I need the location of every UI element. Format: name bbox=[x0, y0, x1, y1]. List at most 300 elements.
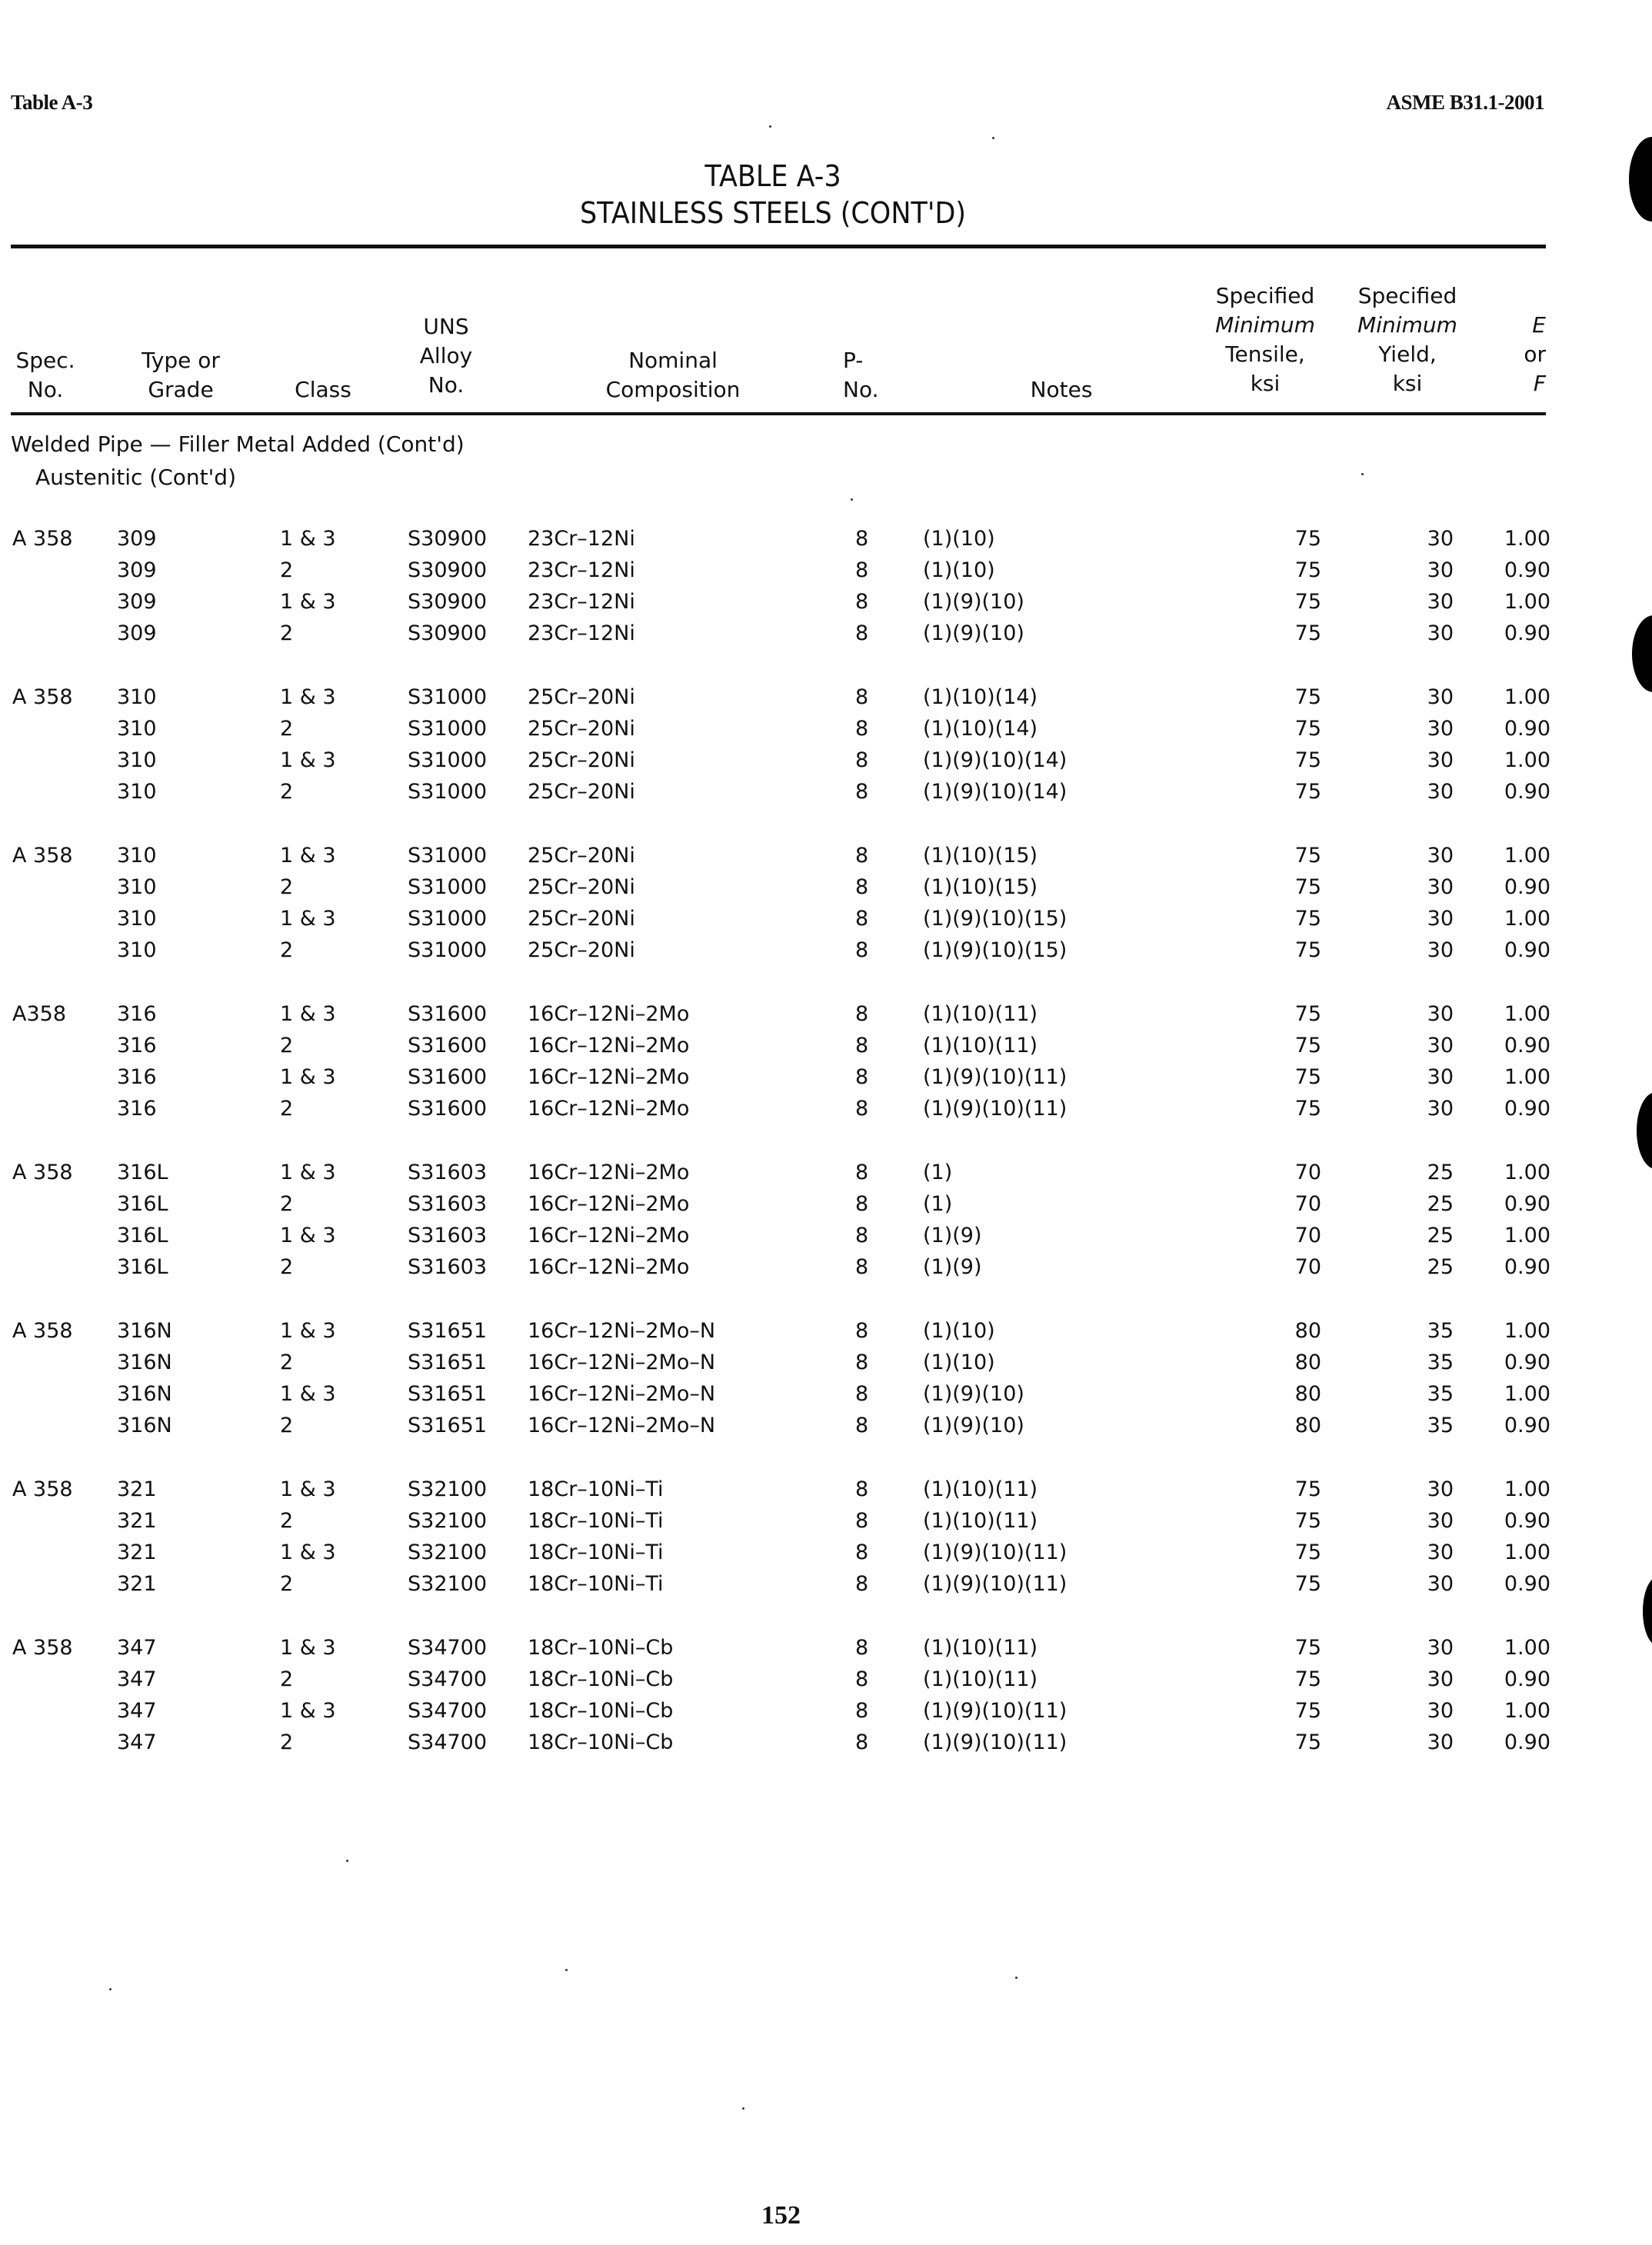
spec-no-cell bbox=[11, 934, 117, 966]
uns-alloy-cell: S31603 bbox=[408, 1161, 488, 1184]
e-or-f-cell: 1.00 bbox=[1504, 1382, 1550, 1406]
p-number-cell: 8 bbox=[855, 1161, 869, 1184]
yield-ksi-cell: 30 bbox=[1427, 907, 1454, 931]
table-row bbox=[11, 1347, 1550, 1378]
uns-alloy-cell: S31000 bbox=[408, 907, 488, 931]
yield-ksi-cell: 30 bbox=[1427, 1034, 1454, 1058]
yield-ksi-cell: 30 bbox=[1427, 1541, 1454, 1564]
table-row bbox=[11, 1410, 1550, 1441]
class-cell: 2 bbox=[280, 1192, 294, 1216]
col-header-type: Type or Grade bbox=[142, 348, 220, 402]
yield-ksi-cell: 25 bbox=[1427, 1224, 1454, 1247]
class-cell: 1 & 3 bbox=[280, 907, 336, 931]
e-or-f-cell: 1.00 bbox=[1504, 844, 1550, 868]
uns-alloy-cell: S30900 bbox=[408, 558, 488, 582]
uns-alloy-cell: S31603 bbox=[408, 1192, 488, 1216]
class-cell: 1 & 3 bbox=[280, 590, 336, 614]
yield-ksi-cell: 30 bbox=[1427, 844, 1454, 868]
yield-ksi-cell: 25 bbox=[1427, 1255, 1454, 1279]
spec-no-cell bbox=[11, 1410, 117, 1441]
notes-cell: (1) bbox=[923, 1192, 953, 1216]
spec-no-cell bbox=[11, 1378, 117, 1410]
class-cell: 2 bbox=[280, 1097, 294, 1121]
table-row bbox=[11, 1061, 1550, 1093]
spec-no-cell bbox=[11, 871, 117, 903]
yield-ksi-cell: 30 bbox=[1427, 1002, 1454, 1026]
yield-ksi-cell: 35 bbox=[1427, 1319, 1454, 1343]
table-row bbox=[11, 1727, 1550, 1758]
e-or-f-cell: 0.90 bbox=[1504, 875, 1550, 899]
top-rule bbox=[11, 245, 1546, 248]
nominal-composition-cell: 25Cr–20Ni bbox=[528, 748, 635, 772]
type-or-grade-cell: 316N bbox=[117, 1382, 172, 1406]
yield-ksi-cell: 35 bbox=[1427, 1382, 1454, 1406]
yield-ksi-cell: 30 bbox=[1427, 748, 1454, 772]
class-cell: 2 bbox=[280, 1034, 294, 1058]
e-or-f-cell: 0.90 bbox=[1504, 780, 1550, 804]
table-row bbox=[11, 618, 1550, 649]
p-number-cell: 8 bbox=[855, 1319, 869, 1343]
spec-no-cell bbox=[11, 1030, 117, 1061]
table-row bbox=[11, 840, 1550, 871]
yield-ksi-cell: 25 bbox=[1427, 1192, 1454, 1216]
nominal-composition-cell: 16Cr–12Ni–2Mo–N bbox=[528, 1319, 716, 1343]
e-or-f-cell: 0.90 bbox=[1504, 1034, 1550, 1058]
class-cell: 2 bbox=[280, 1414, 294, 1437]
nominal-composition-cell: 16Cr–12Ni–2Mo bbox=[528, 1224, 690, 1247]
p-number-cell: 8 bbox=[855, 558, 869, 582]
type-or-grade-cell: 316 bbox=[117, 1065, 157, 1089]
e-or-f-cell: 0.90 bbox=[1504, 1414, 1550, 1437]
p-number-cell: 8 bbox=[855, 1382, 869, 1406]
uns-alloy-cell: S31000 bbox=[408, 748, 488, 772]
class-cell: 1 & 3 bbox=[280, 1541, 336, 1564]
scan-speck bbox=[346, 1860, 348, 1862]
e-or-f-cell: 1.00 bbox=[1504, 1161, 1550, 1184]
spec-no-cell bbox=[11, 1188, 117, 1220]
uns-alloy-cell: S31000 bbox=[408, 844, 488, 868]
col-header-tensile: Specified Minimum Tensile, ksi bbox=[1215, 283, 1315, 396]
table-row bbox=[11, 1030, 1550, 1061]
scan-speck bbox=[769, 125, 771, 128]
tensile-ksi-cell: 75 bbox=[1294, 527, 1321, 551]
p-number-cell: 8 bbox=[855, 1255, 869, 1279]
p-number-cell: 8 bbox=[855, 1002, 869, 1026]
table-row bbox=[11, 1632, 1550, 1664]
table-row bbox=[11, 1157, 1550, 1188]
tensile-ksi-cell: 70 bbox=[1294, 1255, 1321, 1279]
p-number-cell: 8 bbox=[855, 1667, 869, 1691]
e-or-f-cell: 0.90 bbox=[1504, 938, 1550, 962]
notes-cell: (1)(9)(10)(11) bbox=[923, 1699, 1067, 1723]
type-or-grade-cell: 309 bbox=[117, 558, 157, 582]
type-or-grade-cell: 309 bbox=[117, 590, 157, 614]
title-line-1: TABLE A-3 bbox=[704, 159, 841, 193]
tensile-ksi-cell: 70 bbox=[1294, 1161, 1321, 1184]
nominal-composition-cell: 25Cr–20Ni bbox=[528, 717, 635, 741]
spec-no-cell: A 358 bbox=[12, 1161, 73, 1184]
notes-cell: (1)(10) bbox=[923, 558, 995, 582]
e-or-f-cell: 1.00 bbox=[1504, 748, 1550, 772]
type-or-grade-cell: 309 bbox=[117, 527, 157, 551]
uns-alloy-cell: S31603 bbox=[408, 1224, 488, 1247]
yield-ksi-cell: 30 bbox=[1427, 1509, 1454, 1533]
yield-ksi-cell: 30 bbox=[1427, 938, 1454, 962]
group-spacer bbox=[11, 1124, 1550, 1157]
class-cell: 1 & 3 bbox=[280, 1636, 336, 1660]
notes-cell: (1)(9)(10)(11) bbox=[923, 1065, 1067, 1089]
table-row bbox=[11, 1664, 1550, 1695]
table-row bbox=[11, 1188, 1550, 1220]
yield-ksi-cell: 30 bbox=[1427, 685, 1454, 709]
e-or-f-cell: 1.00 bbox=[1504, 1477, 1550, 1501]
yield-ksi-cell: 30 bbox=[1427, 590, 1454, 614]
spec-no-cell bbox=[11, 744, 117, 776]
table-row bbox=[11, 934, 1550, 966]
group-spacer bbox=[11, 808, 1550, 840]
col-header-ef: E or F bbox=[1524, 312, 1546, 396]
nominal-composition-cell: 16Cr–12Ni–2Mo–N bbox=[528, 1351, 716, 1374]
type-or-grade-cell: 316L bbox=[117, 1224, 168, 1247]
yield-ksi-cell: 35 bbox=[1427, 1414, 1454, 1437]
e-or-f-cell: 1.00 bbox=[1504, 1541, 1550, 1564]
table-row bbox=[11, 1378, 1550, 1410]
spec-no-cell bbox=[11, 1664, 117, 1695]
type-or-grade-cell: 316N bbox=[117, 1414, 172, 1437]
uns-alloy-cell: S31000 bbox=[408, 875, 488, 899]
title-line-2: STAINLESS STEELS (CONT'D) bbox=[579, 196, 967, 230]
punch-hole-mark bbox=[1643, 1577, 1652, 1646]
type-or-grade-cell: 316L bbox=[117, 1255, 168, 1279]
spec-no-cell: A 358 bbox=[12, 844, 73, 868]
class-cell: 2 bbox=[280, 621, 294, 645]
notes-cell: (1)(10)(11) bbox=[923, 1636, 1038, 1660]
type-or-grade-cell: 310 bbox=[117, 875, 157, 899]
p-number-cell: 8 bbox=[855, 780, 869, 804]
scan-speck bbox=[565, 1969, 568, 1971]
tensile-ksi-cell: 75 bbox=[1294, 558, 1321, 582]
class-cell: 2 bbox=[280, 780, 294, 804]
class-cell: 2 bbox=[280, 1351, 294, 1374]
uns-alloy-cell: S32100 bbox=[408, 1509, 488, 1533]
col-header-yield: Specified Minimum Yield, ksi bbox=[1357, 283, 1457, 396]
p-number-cell: 8 bbox=[855, 844, 869, 868]
tensile-ksi-cell: 80 bbox=[1294, 1382, 1321, 1406]
p-number-cell: 8 bbox=[855, 1541, 869, 1564]
p-number-cell: 8 bbox=[855, 1224, 869, 1247]
tensile-ksi-cell: 75 bbox=[1294, 1730, 1321, 1754]
yield-ksi-cell: 30 bbox=[1427, 621, 1454, 645]
punch-hole-mark bbox=[1629, 137, 1652, 222]
spec-no-cell bbox=[11, 586, 117, 618]
tensile-ksi-cell: 75 bbox=[1294, 1667, 1321, 1691]
p-number-cell: 8 bbox=[855, 621, 869, 645]
e-or-f-cell: 0.90 bbox=[1504, 621, 1550, 645]
uns-alloy-cell: S32100 bbox=[408, 1572, 488, 1596]
e-or-f-cell: 1.00 bbox=[1504, 685, 1550, 709]
yield-ksi-cell: 30 bbox=[1427, 1730, 1454, 1754]
nominal-composition-cell: 18Cr–10Ni–Cb bbox=[528, 1667, 674, 1691]
type-or-grade-cell: 309 bbox=[117, 621, 157, 645]
e-or-f-cell: 1.00 bbox=[1504, 907, 1550, 931]
yield-ksi-cell: 25 bbox=[1427, 1161, 1454, 1184]
spec-no-cell: A358 bbox=[12, 1002, 67, 1026]
spec-no-cell bbox=[11, 555, 117, 586]
e-or-f-cell: 0.90 bbox=[1504, 1351, 1550, 1374]
e-or-f-cell: 0.90 bbox=[1504, 1509, 1550, 1533]
uns-alloy-cell: S30900 bbox=[408, 590, 488, 614]
yield-ksi-cell: 30 bbox=[1427, 1699, 1454, 1723]
tensile-ksi-cell: 75 bbox=[1294, 1097, 1321, 1121]
p-number-cell: 8 bbox=[855, 1636, 869, 1660]
spacer-cell bbox=[11, 808, 1550, 840]
page-number: 152 bbox=[761, 2201, 801, 2230]
yield-ksi-cell: 35 bbox=[1427, 1351, 1454, 1374]
type-or-grade-cell: 310 bbox=[117, 907, 157, 931]
uns-alloy-cell: S34700 bbox=[408, 1667, 488, 1691]
tensile-ksi-cell: 75 bbox=[1294, 1477, 1321, 1501]
tensile-ksi-cell: 75 bbox=[1294, 907, 1321, 931]
class-cell: 2 bbox=[280, 1730, 294, 1754]
e-or-f-cell: 1.00 bbox=[1504, 590, 1550, 614]
table-row bbox=[11, 713, 1550, 744]
class-cell: 2 bbox=[280, 875, 294, 899]
spec-no-cell bbox=[11, 1093, 117, 1124]
class-cell: 2 bbox=[280, 1509, 294, 1533]
notes-cell: (1)(9)(10) bbox=[923, 590, 1024, 614]
table-row bbox=[11, 681, 1550, 713]
spec-no-cell bbox=[11, 1537, 117, 1568]
nominal-composition-cell: 25Cr–20Ni bbox=[528, 780, 635, 804]
spec-no-cell: A 358 bbox=[12, 1319, 73, 1343]
p-number-cell: 8 bbox=[855, 717, 869, 741]
nominal-composition-cell: 16Cr–12Ni–2Mo bbox=[528, 1161, 690, 1184]
nominal-composition-cell: 18Cr–10Ni–Ti bbox=[528, 1477, 664, 1501]
table-row bbox=[11, 1251, 1550, 1283]
type-or-grade-cell: 347 bbox=[117, 1667, 157, 1691]
nominal-composition-cell: 25Cr–20Ni bbox=[528, 875, 635, 899]
class-cell: 1 & 3 bbox=[280, 1382, 336, 1406]
e-or-f-cell: 1.00 bbox=[1504, 527, 1550, 551]
uns-alloy-cell: S31600 bbox=[408, 1002, 488, 1026]
p-number-cell: 8 bbox=[855, 527, 869, 551]
nominal-composition-cell: 16Cr–12Ni–2Mo bbox=[528, 1034, 690, 1058]
notes-cell: (1)(10)(15) bbox=[923, 875, 1038, 899]
type-or-grade-cell: 310 bbox=[117, 938, 157, 962]
notes-cell: (1)(10)(15) bbox=[923, 844, 1038, 868]
notes-cell: (1)(9)(10)(14) bbox=[923, 780, 1067, 804]
nominal-composition-cell: 16Cr–12Ni–2Mo bbox=[528, 1255, 690, 1279]
yield-ksi-cell: 30 bbox=[1427, 527, 1454, 551]
notes-cell: (1)(9) bbox=[923, 1224, 982, 1247]
uns-alloy-cell: S31651 bbox=[408, 1414, 488, 1437]
yield-ksi-cell: 30 bbox=[1427, 1572, 1454, 1596]
e-or-f-cell: 0.90 bbox=[1504, 1667, 1550, 1691]
group-spacer bbox=[11, 1283, 1550, 1315]
notes-cell: (1)(9)(10)(11) bbox=[923, 1541, 1067, 1564]
spec-no-cell bbox=[11, 776, 117, 808]
table-row bbox=[11, 1695, 1550, 1727]
type-or-grade-cell: 321 bbox=[117, 1477, 157, 1501]
uns-alloy-cell: S30900 bbox=[408, 527, 488, 551]
nominal-composition-cell: 16Cr–12Ni–2Mo bbox=[528, 1192, 690, 1216]
notes-cell: (1)(9)(10)(11) bbox=[923, 1730, 1067, 1754]
class-cell: 2 bbox=[280, 558, 294, 582]
notes-cell: (1)(9)(10)(14) bbox=[923, 748, 1067, 772]
e-or-f-cell: 0.90 bbox=[1504, 1097, 1550, 1121]
nominal-composition-cell: 16Cr–12Ni–2Mo bbox=[528, 1002, 690, 1026]
uns-alloy-cell: S31603 bbox=[408, 1255, 488, 1279]
e-or-f-cell: 0.90 bbox=[1504, 1572, 1550, 1596]
nominal-composition-cell: 23Cr–12Ni bbox=[528, 621, 635, 645]
notes-cell: (1)(9)(10) bbox=[923, 1414, 1024, 1437]
yield-ksi-cell: 30 bbox=[1427, 780, 1454, 804]
table-row bbox=[11, 871, 1550, 903]
nominal-composition-cell: 23Cr–12Ni bbox=[528, 527, 635, 551]
yield-ksi-cell: 30 bbox=[1427, 1636, 1454, 1660]
spacer-cell bbox=[11, 1283, 1550, 1315]
nominal-composition-cell: 25Cr–20Ni bbox=[528, 685, 635, 709]
tensile-ksi-cell: 75 bbox=[1294, 685, 1321, 709]
tensile-ksi-cell: 80 bbox=[1294, 1414, 1321, 1437]
p-number-cell: 8 bbox=[855, 1414, 869, 1437]
table-row bbox=[11, 523, 1550, 555]
type-or-grade-cell: 347 bbox=[117, 1730, 157, 1754]
header-rule bbox=[11, 412, 1546, 415]
notes-cell: (1)(10)(11) bbox=[923, 1509, 1038, 1533]
col-header-class: Class bbox=[295, 377, 351, 402]
tensile-ksi-cell: 75 bbox=[1294, 1509, 1321, 1533]
e-or-f-cell: 1.00 bbox=[1504, 1002, 1550, 1026]
uns-alloy-cell: S31651 bbox=[408, 1319, 488, 1343]
tensile-ksi-cell: 75 bbox=[1294, 748, 1321, 772]
type-or-grade-cell: 316 bbox=[117, 1002, 157, 1026]
yield-ksi-cell: 30 bbox=[1427, 717, 1454, 741]
spacer-cell bbox=[11, 1124, 1550, 1157]
type-or-grade-cell: 310 bbox=[117, 717, 157, 741]
tensile-ksi-cell: 80 bbox=[1294, 1351, 1321, 1374]
e-or-f-cell: 0.90 bbox=[1504, 1730, 1550, 1754]
table-row bbox=[11, 1568, 1550, 1600]
e-or-f-cell: 1.00 bbox=[1504, 1224, 1550, 1247]
tensile-ksi-cell: 75 bbox=[1294, 938, 1321, 962]
nominal-composition-cell: 16Cr–12Ni–2Mo–N bbox=[528, 1382, 716, 1406]
nominal-composition-cell: 25Cr–20Ni bbox=[528, 907, 635, 931]
spec-no-cell: A 358 bbox=[12, 527, 73, 551]
spec-no-cell bbox=[11, 1251, 117, 1283]
col-header-notes: Notes bbox=[1030, 377, 1093, 402]
type-or-grade-cell: 316 bbox=[117, 1034, 157, 1058]
notes-cell: (1)(9) bbox=[923, 1255, 982, 1279]
yield-ksi-cell: 30 bbox=[1427, 558, 1454, 582]
table-row bbox=[11, 555, 1550, 586]
tensile-ksi-cell: 75 bbox=[1294, 875, 1321, 899]
p-number-cell: 8 bbox=[855, 875, 869, 899]
nominal-composition-cell: 16Cr–12Ni–2Mo bbox=[528, 1097, 690, 1121]
tensile-ksi-cell: 75 bbox=[1294, 621, 1321, 645]
uns-alloy-cell: S31600 bbox=[408, 1097, 488, 1121]
group-spacer bbox=[11, 1600, 1550, 1632]
spec-no-cell bbox=[11, 713, 117, 744]
uns-alloy-cell: S31000 bbox=[408, 717, 488, 741]
p-number-cell: 8 bbox=[855, 1351, 869, 1374]
class-cell: 1 & 3 bbox=[280, 1065, 336, 1089]
nominal-composition-cell: 16Cr–12Ni–2Mo–N bbox=[528, 1414, 716, 1437]
table-row bbox=[11, 1474, 1550, 1505]
group-spacer bbox=[11, 966, 1550, 998]
p-number-cell: 8 bbox=[855, 907, 869, 931]
spec-no-cell bbox=[11, 903, 117, 934]
table-row bbox=[11, 776, 1550, 808]
uns-alloy-cell: S31000 bbox=[408, 685, 488, 709]
class-cell: 2 bbox=[280, 1572, 294, 1596]
table-row bbox=[11, 586, 1550, 618]
table-row bbox=[11, 1315, 1550, 1347]
class-cell: 2 bbox=[280, 938, 294, 962]
punch-hole-mark bbox=[1632, 615, 1652, 692]
table-row bbox=[11, 903, 1550, 934]
uns-alloy-cell: S31600 bbox=[408, 1034, 488, 1058]
scan-speck bbox=[742, 2107, 744, 2110]
p-number-cell: 8 bbox=[855, 1509, 869, 1533]
uns-alloy-cell: S31651 bbox=[408, 1351, 488, 1374]
section-heading: Welded Pipe — Filler Metal Added (Cont'd) bbox=[11, 431, 465, 457]
type-or-grade-cell: 316L bbox=[117, 1161, 168, 1184]
p-number-cell: 8 bbox=[855, 685, 869, 709]
scan-speck bbox=[109, 1988, 112, 1990]
nominal-composition-cell: 18Cr–10Ni–Cb bbox=[528, 1730, 674, 1754]
type-or-grade-cell: 347 bbox=[117, 1636, 157, 1660]
uns-alloy-cell: S32100 bbox=[408, 1541, 488, 1564]
e-or-f-cell: 0.90 bbox=[1504, 1255, 1550, 1279]
p-number-cell: 8 bbox=[855, 1097, 869, 1121]
section-subheading: Austenitic (Cont'd) bbox=[35, 465, 236, 490]
tensile-ksi-cell: 80 bbox=[1294, 1319, 1321, 1343]
tensile-ksi-cell: 75 bbox=[1294, 717, 1321, 741]
tensile-ksi-cell: 75 bbox=[1294, 1002, 1321, 1026]
notes-cell: (1)(9)(10) bbox=[923, 621, 1024, 645]
scan-speck bbox=[851, 498, 853, 501]
spacer-cell bbox=[11, 649, 1550, 681]
type-or-grade-cell: 316N bbox=[117, 1351, 172, 1374]
spacer-cell bbox=[11, 1441, 1550, 1474]
tensile-ksi-cell: 75 bbox=[1294, 1636, 1321, 1660]
nominal-composition-cell: 18Cr–10Ni–Ti bbox=[528, 1509, 664, 1533]
nominal-composition-cell: 18Cr–10Ni–Ti bbox=[528, 1541, 664, 1564]
nominal-composition-cell: 18Cr–10Ni–Cb bbox=[528, 1699, 674, 1723]
tensile-ksi-cell: 75 bbox=[1294, 1034, 1321, 1058]
notes-cell: (1)(10)(14) bbox=[923, 717, 1038, 741]
page-title bbox=[62, 158, 1484, 231]
spec-no-cell: A 358 bbox=[12, 1636, 73, 1660]
nominal-composition-cell: 25Cr–20Ni bbox=[528, 938, 635, 962]
col-header-spec: Spec. No. bbox=[15, 348, 75, 402]
notes-cell: (1)(10)(11) bbox=[923, 1477, 1038, 1501]
tensile-ksi-cell: 75 bbox=[1294, 780, 1321, 804]
notes-cell: (1)(9)(10)(11) bbox=[923, 1572, 1067, 1596]
tensile-ksi-cell: 75 bbox=[1294, 1699, 1321, 1723]
spec-no-cell bbox=[11, 1568, 117, 1600]
running-head-left: Table A-3 bbox=[11, 91, 93, 114]
table-row bbox=[11, 1220, 1550, 1251]
uns-alloy-cell: S31000 bbox=[408, 938, 488, 962]
yield-ksi-cell: 30 bbox=[1427, 1667, 1454, 1691]
p-number-cell: 8 bbox=[855, 1699, 869, 1723]
p-number-cell: 8 bbox=[855, 1572, 869, 1596]
e-or-f-cell: 1.00 bbox=[1504, 1065, 1550, 1089]
class-cell: 1 & 3 bbox=[280, 1319, 336, 1343]
p-number-cell: 8 bbox=[855, 1034, 869, 1058]
